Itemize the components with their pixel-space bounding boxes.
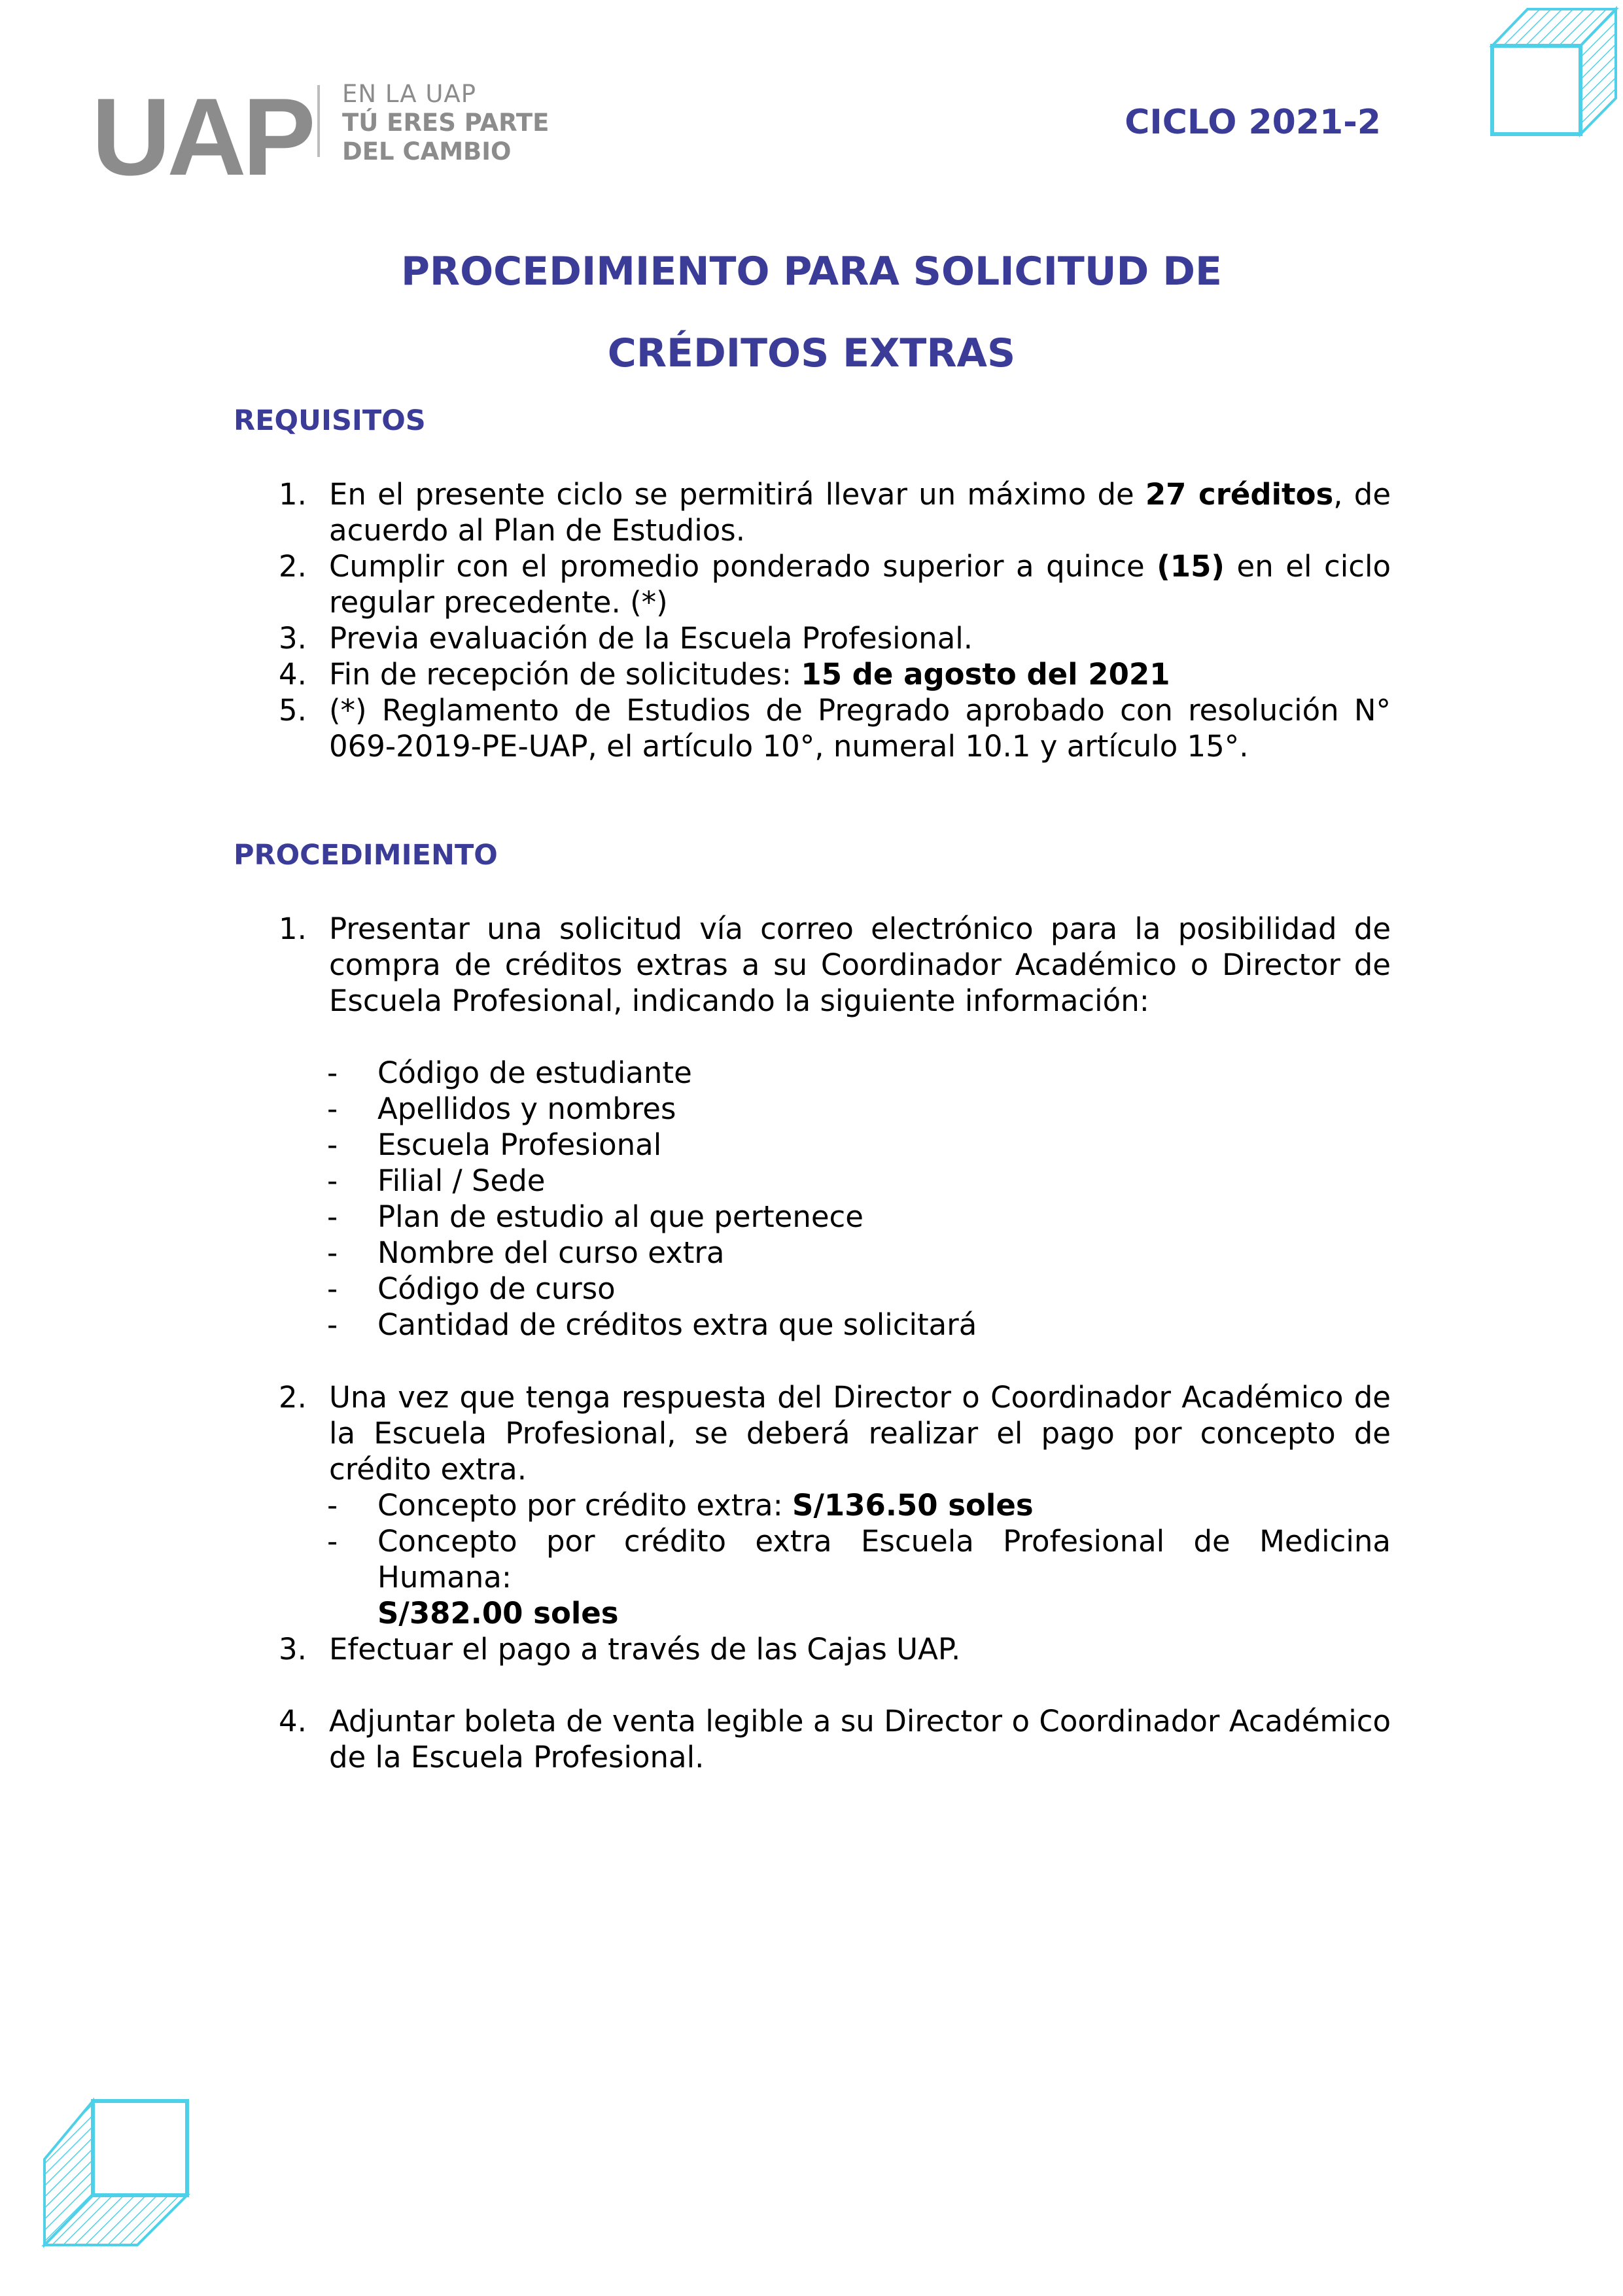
cube-decoration-bottom-left-icon bbox=[39, 2091, 196, 2248]
list-item: - Filial / Sede bbox=[327, 1163, 546, 1198]
uap-logo-mark: UAP bbox=[92, 75, 312, 198]
item-text: Fin de recepción de solicitudes: bbox=[329, 657, 801, 692]
required-info-list bbox=[327, 1055, 1391, 1343]
step-item bbox=[279, 1703, 1391, 1775]
item-text: (*) Reglamento de Estudios de Pregrado aprobado con resolución N° 069-2019-PE-UAP, el artículo 10°, numeral 10.1 y artículo 15°. bbox=[329, 693, 1391, 764]
fees-list bbox=[327, 1487, 1391, 1631]
requisitos-list bbox=[279, 476, 1391, 764]
list-item: - Plan de estudio al que pertenece bbox=[327, 1199, 864, 1234]
cube-decoration-top-right-icon bbox=[1482, 0, 1623, 137]
requisito-item bbox=[279, 476, 1391, 548]
step-text: Una vez que tenga respuesta del Director o Coordinador Académico de la Escuela Profesional, se deberá realizar el pago por concepto de crédito extra. bbox=[329, 1380, 1391, 1487]
step-number: 4. bbox=[279, 1704, 307, 1739]
item-text: En el presente ciclo se permitirá llevar un máximo de bbox=[329, 477, 1145, 512]
requisito-item bbox=[279, 692, 1391, 764]
item-number: 5. bbox=[279, 693, 307, 728]
fee-label: Concepto por crédito extra Escuela Profesional de Medicina Humana: bbox=[377, 1524, 1391, 1595]
step-text: Efectuar el pago a través de las Cajas UAP. bbox=[329, 1632, 961, 1667]
item-text: Previa evaluación de la Escuela Profesional. bbox=[329, 621, 973, 656]
tagline-line-3: DEL CAMBIO bbox=[342, 137, 512, 166]
item-text-end: en el ciclo regular precedente. (*) bbox=[329, 549, 1391, 620]
step-number: 3. bbox=[279, 1632, 307, 1667]
item-highlight: 15 de agosto del 2021 bbox=[801, 657, 1170, 692]
item-number: 3. bbox=[279, 621, 307, 656]
requisito-item bbox=[279, 620, 1391, 656]
fee-amount: S/382.00 soles bbox=[377, 1596, 619, 1631]
fee-item: - Concepto por crédito extra: S/136.50 soles bbox=[327, 1488, 1034, 1523]
item-text-end: , de acuerdo al Plan de Estudios. bbox=[329, 477, 1391, 548]
list-item: - Apellidos y nombres bbox=[327, 1091, 676, 1126]
requisito-item bbox=[279, 548, 1391, 620]
item-text: Cumplir con el promedio ponderado superior a quince bbox=[329, 549, 1157, 584]
list-item: - Código de curso bbox=[327, 1271, 616, 1306]
step-number: 1. bbox=[279, 911, 307, 946]
fee-amount: S/136.50 soles bbox=[792, 1488, 1034, 1523]
procedimiento-step-3 bbox=[279, 1631, 1391, 1667]
item-number: 2. bbox=[279, 549, 307, 584]
list-item: - Escuela Profesional bbox=[327, 1127, 662, 1162]
uap-logo-tagline bbox=[342, 80, 549, 166]
tagline-line-1: EN LA UAP bbox=[342, 80, 477, 108]
step-text: Adjuntar boleta de venta legible a su Director o Coordinador Académico de la Escuela Profesional. bbox=[329, 1704, 1391, 1775]
cycle-label: CICLO 2021-2 bbox=[1125, 103, 1381, 142]
item-highlight: (15) bbox=[1157, 549, 1225, 584]
list-item: - Nombre del curso extra bbox=[327, 1235, 725, 1270]
document-title-line-1: PROCEDIMIENTO PARA SOLICITUD DE bbox=[400, 249, 1223, 294]
step-item bbox=[279, 1379, 1391, 1487]
item-highlight: 27 créditos bbox=[1145, 477, 1334, 512]
logo-divider bbox=[317, 85, 320, 157]
step-text: Presentar una solicitud vía correo electrónico para la posibilidad de compra de créditos extras a su Coordinador Académico o Director de Escuela Profesional, indicando la siguiente información: bbox=[329, 911, 1391, 1018]
item-number: 1. bbox=[279, 477, 307, 512]
list-item: - Cantidad de créditos extra que solicitará bbox=[327, 1307, 977, 1342]
fee-label: Concepto por crédito extra: bbox=[377, 1488, 793, 1523]
procedimiento-step-4 bbox=[279, 1703, 1391, 1775]
requisito-item bbox=[279, 656, 1391, 692]
step-number: 2. bbox=[279, 1380, 307, 1415]
item-number: 4. bbox=[279, 657, 307, 692]
tagline-line-2: TÚ ERES PARTE bbox=[342, 109, 550, 137]
procedimiento-heading: PROCEDIMIENTO bbox=[234, 839, 498, 872]
fee-item: - Concepto por crédito extra Escuela Profesional de Medicina Humana: S/382.00 soles bbox=[327, 1524, 1391, 1631]
document-title-line-2: CRÉDITOS EXTRAS bbox=[607, 330, 1016, 376]
step-item bbox=[279, 911, 1391, 1019]
procedimiento-step-1 bbox=[279, 911, 1391, 1019]
requisitos-heading: REQUISITOS bbox=[234, 404, 426, 437]
step-item bbox=[279, 1631, 1391, 1667]
list-item: - Código de estudiante bbox=[327, 1055, 692, 1090]
procedimiento-step-2 bbox=[279, 1379, 1391, 1487]
